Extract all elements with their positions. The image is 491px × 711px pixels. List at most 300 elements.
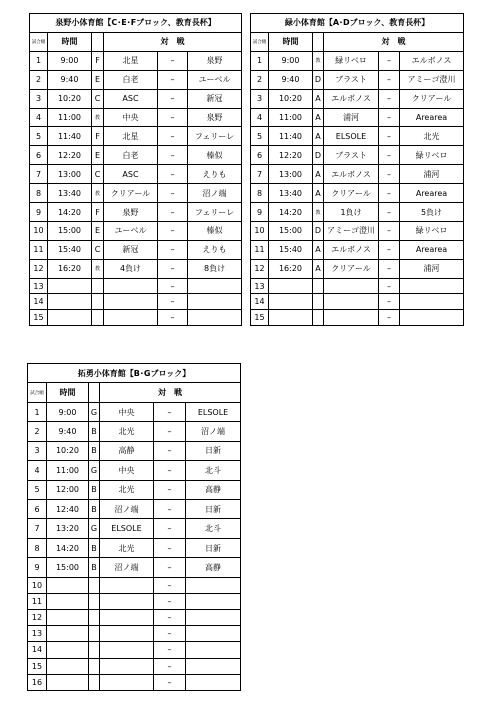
home-team <box>100 674 154 690</box>
home-team: 沼ノ端 <box>100 558 154 577</box>
home-team <box>100 626 154 642</box>
match-row <box>30 127 242 146</box>
match-time <box>269 310 313 326</box>
match-row <box>28 422 241 441</box>
vs-dash: – <box>154 593 186 609</box>
match-number: 6 <box>28 499 47 518</box>
match-row <box>251 51 464 70</box>
match-row <box>28 441 241 460</box>
home-team <box>104 278 158 294</box>
match-time: 10:20 <box>48 89 92 108</box>
match-time: 14:20 <box>269 203 313 222</box>
home-team: エルボノス <box>324 89 379 108</box>
match-number: 8 <box>28 538 47 557</box>
match-row <box>28 674 241 690</box>
vs-dash: – <box>154 558 186 577</box>
header-row <box>251 32 464 51</box>
match-time: 13:00 <box>48 165 92 184</box>
match-row <box>30 108 242 127</box>
match-row <box>30 51 242 70</box>
match-block: 教 <box>92 108 104 127</box>
match-block: B <box>89 558 100 577</box>
home-team <box>100 577 154 593</box>
away-team: 榛似 <box>188 146 242 165</box>
match-time <box>48 278 92 294</box>
match-time: 9:00 <box>269 51 313 70</box>
vs-dash: – <box>158 146 188 165</box>
match-number: 15 <box>251 310 269 326</box>
header-time: 時間 <box>48 32 92 51</box>
home-team: ユーベル <box>104 221 158 240</box>
match-row <box>251 127 464 146</box>
home-team: ASC <box>104 165 158 184</box>
vs-dash: – <box>158 127 188 146</box>
match-block: C <box>92 165 104 184</box>
home-team: 中央 <box>104 108 158 127</box>
vs-dash: – <box>154 626 186 642</box>
vs-dash: – <box>379 165 400 184</box>
header-matchup: 対 戦 <box>104 32 242 51</box>
match-time: 11:40 <box>269 127 313 146</box>
header-match-no: 試合順 <box>30 32 48 51</box>
match-time: 11:40 <box>48 127 92 146</box>
header-block-cell <box>92 32 104 51</box>
vs-dash: – <box>379 221 400 240</box>
away-team: 日新 <box>186 499 241 518</box>
match-number: 12 <box>30 259 48 278</box>
away-team: クリアール <box>400 89 464 108</box>
match-row <box>30 310 242 326</box>
away-team: 高静 <box>186 558 241 577</box>
away-team <box>186 626 241 642</box>
vs-dash: – <box>379 89 400 108</box>
vs-dash: – <box>158 89 188 108</box>
match-row <box>28 626 241 642</box>
match-block: 教 <box>313 51 324 70</box>
match-number: 10 <box>251 221 269 240</box>
match-block: D <box>313 146 324 165</box>
match-row <box>28 593 241 609</box>
home-team: ブラスト <box>324 146 379 165</box>
vs-dash: – <box>379 184 400 203</box>
away-team <box>186 674 241 690</box>
match-time: 15:00 <box>48 221 92 240</box>
match-number: 14 <box>30 294 48 310</box>
vs-dash: – <box>379 70 400 89</box>
match-time <box>47 642 89 658</box>
away-team <box>400 278 464 294</box>
home-team <box>100 642 154 658</box>
home-team: 泉野 <box>104 203 158 222</box>
match-block <box>89 577 100 593</box>
match-number: 4 <box>28 461 47 480</box>
match-block: A <box>313 240 324 259</box>
match-number: 11 <box>30 240 48 259</box>
match-time: 16:20 <box>269 259 313 278</box>
home-team: 中央 <box>100 461 154 480</box>
match-row <box>251 184 464 203</box>
match-time: 9:40 <box>47 422 89 441</box>
match-row <box>30 259 242 278</box>
match-block: A <box>313 89 324 108</box>
vs-dash: – <box>158 310 188 326</box>
venue-table-body <box>28 364 241 691</box>
home-team: 白老 <box>104 146 158 165</box>
match-block: G <box>89 519 100 538</box>
vs-dash: – <box>154 519 186 538</box>
match-number: 14 <box>28 642 47 658</box>
match-number: 10 <box>30 221 48 240</box>
match-number: 2 <box>30 70 48 89</box>
away-team <box>400 294 464 310</box>
vs-dash: – <box>379 259 400 278</box>
vs-dash: – <box>154 461 186 480</box>
away-team: Arearea <box>400 108 464 127</box>
match-block: 教 <box>313 203 324 222</box>
vs-dash: – <box>158 108 188 127</box>
match-block <box>89 642 100 658</box>
vs-dash: – <box>158 240 188 259</box>
away-team: えりも <box>188 165 242 184</box>
vs-dash: – <box>154 480 186 499</box>
match-number: 8 <box>251 184 269 203</box>
match-block <box>92 278 104 294</box>
home-team: 浦河 <box>324 108 379 127</box>
vs-dash: – <box>158 51 188 70</box>
home-team: 北星 <box>104 127 158 146</box>
match-block: D <box>313 221 324 240</box>
match-time: 14:20 <box>48 203 92 222</box>
match-number: 13 <box>251 278 269 294</box>
match-number: 2 <box>28 422 47 441</box>
away-team: 緑リベロ <box>400 146 464 165</box>
home-team <box>100 610 154 626</box>
match-time: 9:40 <box>269 70 313 89</box>
away-team: 沼ノ端 <box>186 422 241 441</box>
vs-dash: – <box>158 294 188 310</box>
home-team: クリアール <box>104 184 158 203</box>
match-row <box>30 294 242 310</box>
match-block: E <box>92 146 104 165</box>
away-team <box>188 294 242 310</box>
home-team <box>104 310 158 326</box>
away-team: Arearea <box>400 184 464 203</box>
match-block <box>313 310 324 326</box>
match-block <box>89 626 100 642</box>
venue-table-midori <box>250 13 464 326</box>
match-row <box>251 108 464 127</box>
match-row <box>30 221 242 240</box>
match-time: 9:00 <box>47 402 89 421</box>
match-row <box>28 402 241 421</box>
match-block <box>92 294 104 310</box>
away-team: 緑リベロ <box>400 221 464 240</box>
away-team: えりも <box>188 240 242 259</box>
match-row <box>28 610 241 626</box>
match-time: 11:00 <box>269 108 313 127</box>
header-row <box>30 32 242 51</box>
header-match-no: 試合順 <box>28 383 47 402</box>
match-block: F <box>92 127 104 146</box>
match-row <box>251 203 464 222</box>
match-time: 12:20 <box>48 146 92 165</box>
away-team <box>186 593 241 609</box>
header-time: 時間 <box>269 32 313 51</box>
match-row <box>251 165 464 184</box>
match-row <box>28 538 241 557</box>
away-team: 北斗 <box>186 519 241 538</box>
venue-table-body <box>30 14 242 326</box>
match-number: 11 <box>28 593 47 609</box>
match-number: 15 <box>28 658 47 674</box>
match-time <box>47 577 89 593</box>
venue-table-body <box>251 14 464 326</box>
vs-dash: – <box>154 674 186 690</box>
vs-dash: – <box>379 278 400 294</box>
match-time: 12:00 <box>47 480 89 499</box>
home-team: アミーゴ澄川 <box>324 221 379 240</box>
match-time: 13:40 <box>48 184 92 203</box>
match-block: C <box>92 240 104 259</box>
match-block <box>89 610 100 626</box>
match-number: 3 <box>30 89 48 108</box>
match-block: F <box>92 51 104 70</box>
home-team: 北星 <box>104 51 158 70</box>
match-number: 5 <box>28 480 47 499</box>
match-row <box>30 70 242 89</box>
away-team <box>186 642 241 658</box>
vs-dash: – <box>379 294 400 310</box>
match-block: A <box>313 108 324 127</box>
match-number: 7 <box>251 165 269 184</box>
match-block: 教 <box>92 184 104 203</box>
home-team: 白老 <box>104 70 158 89</box>
match-number: 4 <box>30 108 48 127</box>
away-team: 日新 <box>186 441 241 460</box>
home-team <box>324 310 379 326</box>
away-team <box>188 310 242 326</box>
match-time <box>47 610 89 626</box>
away-team: 新冠 <box>188 89 242 108</box>
match-block: A <box>313 127 324 146</box>
match-time: 11:00 <box>47 461 89 480</box>
match-time: 15:00 <box>47 558 89 577</box>
match-time: 14:20 <box>47 538 89 557</box>
match-row <box>251 221 464 240</box>
match-row <box>30 203 242 222</box>
home-team <box>104 294 158 310</box>
match-time <box>269 294 313 310</box>
vs-dash: – <box>154 441 186 460</box>
vs-dash: – <box>154 658 186 674</box>
venue-table-takuyu <box>27 363 241 691</box>
match-number: 2 <box>251 70 269 89</box>
match-block: B <box>89 538 100 557</box>
match-row <box>30 240 242 259</box>
away-team: 高静 <box>186 480 241 499</box>
match-number: 14 <box>251 294 269 310</box>
away-team: ELSOLE <box>186 402 241 421</box>
match-row <box>30 165 242 184</box>
home-team: クリアール <box>324 259 379 278</box>
match-time: 10:20 <box>269 89 313 108</box>
match-number: 16 <box>28 674 47 690</box>
home-team: ブラスト <box>324 70 379 89</box>
match-time: 15:40 <box>269 240 313 259</box>
match-time: 16:20 <box>48 259 92 278</box>
match-block: A <box>313 184 324 203</box>
match-number: 12 <box>251 259 269 278</box>
match-row <box>28 499 241 518</box>
match-number: 9 <box>30 203 48 222</box>
vs-dash: – <box>154 642 186 658</box>
match-row <box>28 658 241 674</box>
header-match-no: 試合順 <box>251 32 269 51</box>
match-number: 9 <box>28 558 47 577</box>
match-block: B <box>89 499 100 518</box>
match-number: 3 <box>251 89 269 108</box>
match-number: 11 <box>251 240 269 259</box>
match-block: A <box>313 259 324 278</box>
away-team: 北光 <box>400 127 464 146</box>
match-time <box>47 674 89 690</box>
match-block: E <box>92 70 104 89</box>
header-time: 時間 <box>47 383 89 402</box>
vs-dash: – <box>379 203 400 222</box>
match-row <box>251 70 464 89</box>
away-team <box>186 658 241 674</box>
away-team: 浦河 <box>400 259 464 278</box>
match-block: A <box>313 165 324 184</box>
vs-dash: – <box>154 610 186 626</box>
match-number: 4 <box>251 108 269 127</box>
match-time <box>269 278 313 294</box>
away-team: 泉野 <box>188 51 242 70</box>
match-time: 13:20 <box>47 519 89 538</box>
match-number: 13 <box>30 278 48 294</box>
home-team: エルボノス <box>324 165 379 184</box>
venue-title: 泉野小体育館【C･E･Fブロック、教育長杯】 <box>30 14 242 33</box>
away-team: Arearea <box>400 240 464 259</box>
match-number: 1 <box>251 51 269 70</box>
venue-table-izumino <box>29 13 242 326</box>
match-number: 12 <box>28 610 47 626</box>
match-block <box>313 278 324 294</box>
match-block: D <box>313 70 324 89</box>
venue-title: 拓勇小体育館【B･Gブロック】 <box>28 364 241 383</box>
vs-dash: – <box>379 51 400 70</box>
home-team: 高静 <box>100 441 154 460</box>
away-team: アミーゴ澄川 <box>400 70 464 89</box>
away-team: 5負け <box>400 203 464 222</box>
header-matchup: 対 戦 <box>100 383 241 402</box>
match-block: F <box>92 203 104 222</box>
home-team: ASC <box>104 89 158 108</box>
home-team: ELSOLE <box>100 519 154 538</box>
vs-dash: – <box>379 240 400 259</box>
match-row <box>30 278 242 294</box>
match-block: E <box>92 221 104 240</box>
away-team: フェリーレ <box>188 127 242 146</box>
match-block: B <box>89 441 100 460</box>
away-team: エルボノス <box>400 51 464 70</box>
vs-dash: – <box>379 310 400 326</box>
away-team <box>186 610 241 626</box>
match-row <box>251 310 464 326</box>
match-number: 10 <box>28 577 47 593</box>
venue-title: 緑小体育館【A･Dブロック、教育長杯】 <box>251 14 464 33</box>
venue-title-row <box>28 364 241 383</box>
match-block <box>89 674 100 690</box>
match-number: 1 <box>28 402 47 421</box>
home-team: 北光 <box>100 422 154 441</box>
header-block-cell <box>89 383 100 402</box>
vs-dash: – <box>158 70 188 89</box>
away-team <box>400 310 464 326</box>
match-block <box>89 593 100 609</box>
vs-dash: – <box>158 259 188 278</box>
match-row <box>28 480 241 499</box>
away-team <box>188 278 242 294</box>
match-time: 13:00 <box>269 165 313 184</box>
match-time <box>47 593 89 609</box>
match-time: 12:40 <box>47 499 89 518</box>
match-row <box>30 146 242 165</box>
vs-dash: – <box>379 127 400 146</box>
home-team: 新冠 <box>104 240 158 259</box>
vs-dash: – <box>154 577 186 593</box>
home-team: 1負け <box>324 203 379 222</box>
match-row <box>251 259 464 278</box>
match-time <box>47 626 89 642</box>
match-row <box>251 278 464 294</box>
vs-dash: – <box>158 203 188 222</box>
match-block: G <box>89 461 100 480</box>
away-team: フェリーレ <box>188 203 242 222</box>
match-row <box>30 184 242 203</box>
home-team: クリアール <box>324 184 379 203</box>
vs-dash: – <box>154 422 186 441</box>
match-time: 15:00 <box>269 221 313 240</box>
home-team <box>100 593 154 609</box>
match-block: B <box>89 422 100 441</box>
home-team: 北光 <box>100 538 154 557</box>
match-number: 5 <box>251 127 269 146</box>
vs-dash: – <box>158 165 188 184</box>
header-row <box>28 383 241 402</box>
home-team <box>324 278 379 294</box>
away-team: 榛似 <box>188 221 242 240</box>
match-number: 3 <box>28 441 47 460</box>
match-time: 11:00 <box>48 108 92 127</box>
home-team: 4負け <box>104 259 158 278</box>
match-number: 7 <box>28 519 47 538</box>
match-number: 7 <box>30 165 48 184</box>
away-team: 8負け <box>188 259 242 278</box>
match-row <box>28 461 241 480</box>
away-team: 浦河 <box>400 165 464 184</box>
match-row <box>30 89 242 108</box>
match-time: 15:40 <box>48 240 92 259</box>
away-team: ユーベル <box>188 70 242 89</box>
home-team: ELSOLE <box>324 127 379 146</box>
match-block: C <box>92 89 104 108</box>
match-row <box>251 89 464 108</box>
match-time: 12:20 <box>269 146 313 165</box>
venue-title-row <box>251 14 464 33</box>
away-team: 沼ノ端 <box>188 184 242 203</box>
match-block: G <box>89 402 100 421</box>
